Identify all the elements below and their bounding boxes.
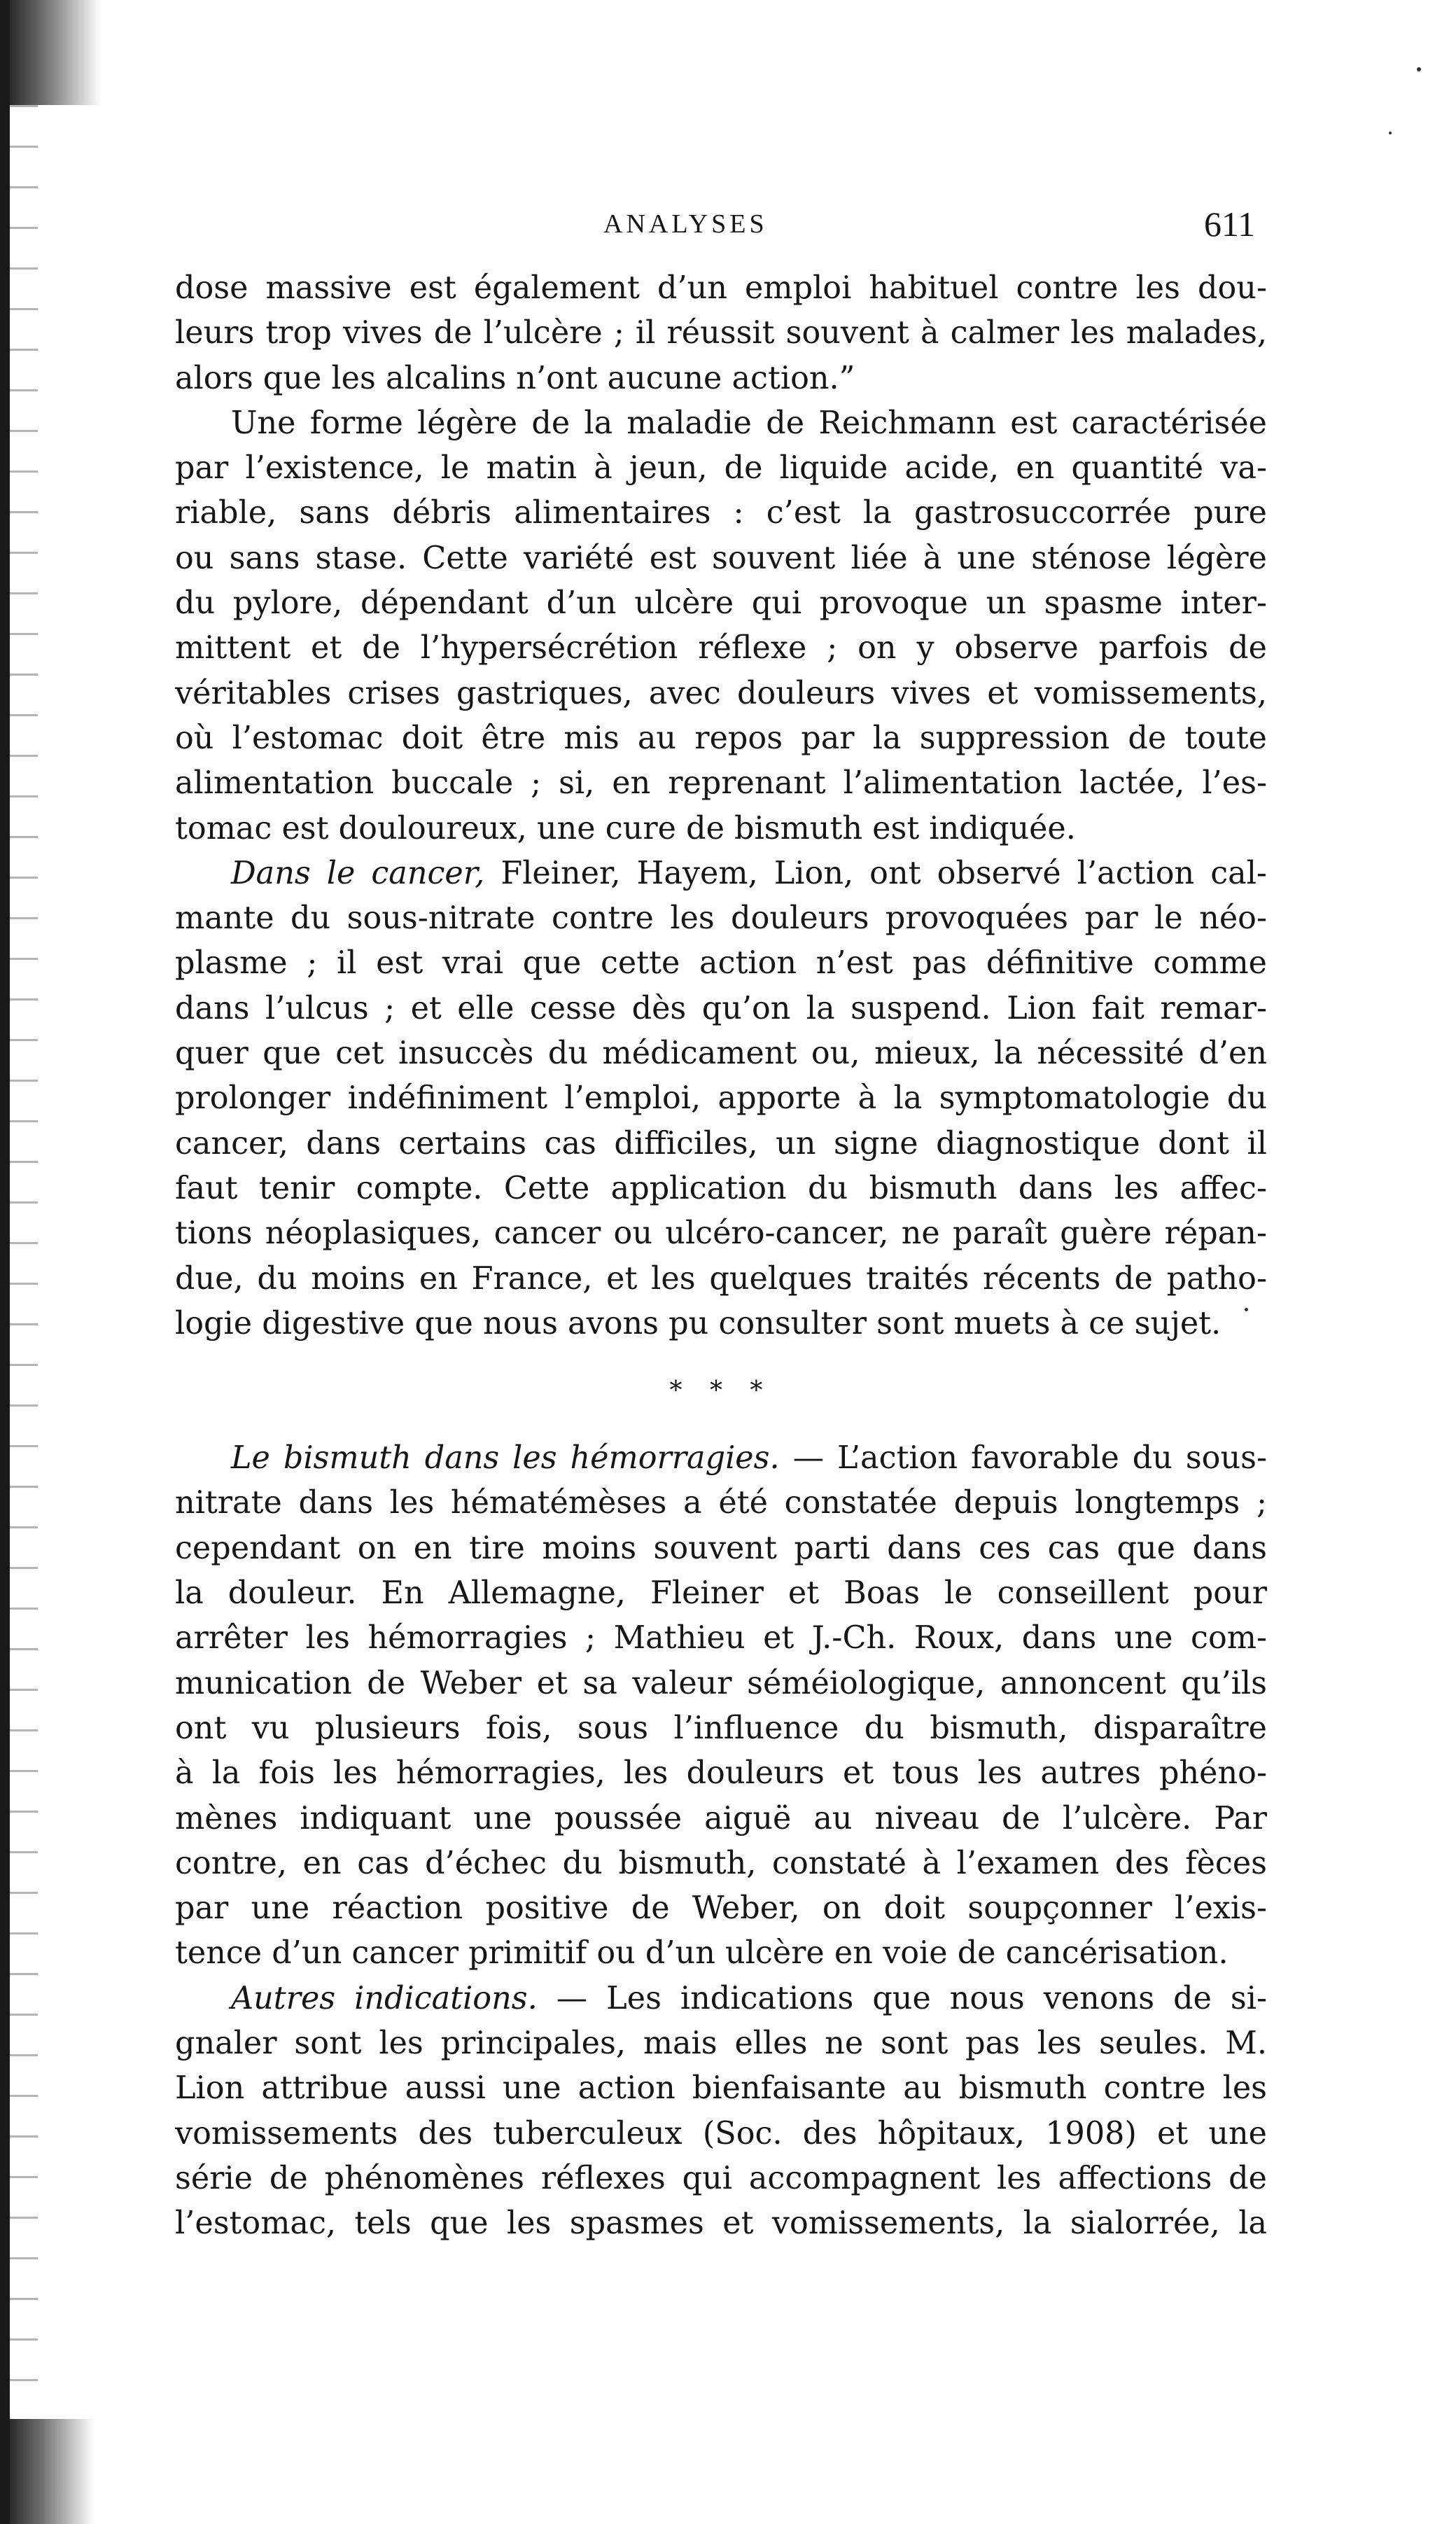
binding-speckle <box>10 105 38 2415</box>
text-line: Une forme légère de la maladie de Reichmann est caractérisée <box>231 405 1267 441</box>
text-line: l’estomac, tels que les spasmes et vomissements, la sialorrée, la <box>175 2205 1267 2242</box>
body-text <box>175 266 1267 2246</box>
running-title: ANALYSES <box>603 209 768 239</box>
text-line: Lion attribue aussi une action bienfaisante au bismuth contre les <box>175 2070 1267 2107</box>
section-separator: * * * <box>669 1376 773 1406</box>
text-line: alors que les alcalins n’ont aucune action.” <box>175 360 855 396</box>
paragraph <box>175 401 1267 851</box>
text-line <box>175 1976 1267 2021</box>
text-line: mante du sous-nitrate contre les douleurs provoquées par le néo- <box>175 900 1267 937</box>
text-line: mittent et de l’hypersécrétion réflexe ; on y observe parfois de <box>175 630 1267 667</box>
paragraph <box>175 1436 1267 1976</box>
text-line: par l’existence, le matin à jeun, de liquide acide, en quantité va- <box>175 450 1267 487</box>
text-line: logie digestive que nous avons pu consulter sont muets à ce sujet. <box>175 1305 1222 1341</box>
text-line: due, du moins en France, et les quelques traités récents de patho- <box>175 1260 1267 1297</box>
text-line: prolonger indéfiniment l’emploi, apporte à la symptomatologie du <box>175 1080 1267 1117</box>
text-line: faut tenir compte. Cette application du bismuth dans les affec- <box>175 1170 1267 1206</box>
text-line: tions néoplasiques, cancer ou ulcéro-cancer, ne paraît guère répan- <box>175 1215 1267 1252</box>
scan-speck <box>1389 132 1392 134</box>
text-line: mènes indiquant une poussée aiguë au niveau de l’ulcère. Par <box>175 1800 1267 1836</box>
paragraph <box>175 1976 1267 2247</box>
text-line: par une réaction positive de Weber, on doit soupçonner l’exis- <box>175 1890 1267 1927</box>
text-line: ont vu plusieurs fois, sous l’influence du bismuth, disparaître <box>175 1710 1267 1746</box>
text-line: leurs trop vives de l’ulcère ; il réussit souvent à calmer les malades, <box>175 315 1267 351</box>
text-line: alimentation buccale ; si, en reprenant l’alimentation lactée, l’es- <box>175 765 1267 802</box>
text-line: nitrate dans les hématémèses a été constatée depuis longtemps ; <box>175 1485 1267 1521</box>
text-line: gnaler sont les principales, mais elles ne sont pas les seules. M. <box>175 2025 1267 2061</box>
binding-shadow-bottom <box>10 2419 94 2524</box>
text-line: munication de Weber et sa valeur séméiologique, annoncent qu’ils <box>175 1665 1267 1701</box>
paragraph <box>175 851 1267 1346</box>
line-rest: Fleiner, Hayem, Lion, ont observé l’action cal- <box>500 855 1267 891</box>
text-line: riable, sans débris alimentaires : c’est la gastrosuccorrée pure <box>175 495 1267 531</box>
text-line: cependant on en tire moins souvent parti dans ces cas que dans <box>175 1530 1267 1566</box>
page-number: 611 <box>1204 204 1256 244</box>
text-line <box>175 851 1267 896</box>
text-line: vomissements des tuberculeux (Soc. des hôpitaux, 1908) et une <box>175 2115 1267 2152</box>
line-rest: — L’action favorable du sous- <box>792 1440 1267 1477</box>
text-line: dose massive est également d’un emploi habituel contre les dou- <box>175 270 1267 306</box>
text-line: plasme ; il est vrai que cette action n’est pas définitive comme <box>175 945 1267 982</box>
text-line: série de phénomènes réflexes qui accompagnent les affections de <box>175 2160 1267 2196</box>
text-line: tomac est douloureux, une cure de bismuth est indiquée. <box>175 810 1076 846</box>
italic-lead: Autres indications. <box>231 1980 538 2016</box>
text-line: contre, en cas d’échec du bismuth, constaté à l’examen des fèces <box>175 1845 1267 1881</box>
text-line: où l’estomac doit être mis au repos par la suppression de toute <box>175 720 1267 756</box>
text-line: dans l’ulcus ; et elle cesse dès qu’on la suspend. Lion fait remar- <box>175 990 1267 1026</box>
text-line: la douleur. En Allemagne, Fleiner et Boas le conseillent pour <box>175 1575 1267 1612</box>
scan-speck <box>1417 67 1421 71</box>
italic-lead: Le bismuth dans les hémorragies. <box>231 1440 780 1477</box>
text-line <box>175 1436 1267 1481</box>
text-line: ou sans stase. Cette variété est souvent liée à une sténose légère <box>175 540 1267 576</box>
text-line: tence d’un cancer primitif ou d’un ulcère en voie de cancérisation. <box>175 1935 1228 1972</box>
text-line: quer que cet insuccès du médicament ou, mieux, la nécessité d’en <box>175 1036 1267 1072</box>
text-line: véritables crises gastriques, avec douleurs vives et vomissements, <box>175 675 1267 711</box>
line-rest: — Les indications que nous venons de si- <box>556 1980 1267 2016</box>
text-line: arrêter les hémorragies ; Mathieu et J.-Ch. Roux, dans une com- <box>175 1620 1267 1657</box>
binding-edge <box>0 0 10 2524</box>
text-line: à la fois les hémorragies, les douleurs et tous les autres phéno- <box>175 1755 1267 1792</box>
text-line: du pylore, dépendant d’un ulcère qui provoque un spasme inter- <box>175 585 1267 622</box>
italic-lead: Dans le cancer, <box>231 855 485 891</box>
paragraph <box>175 266 1267 401</box>
running-head <box>0 203 1456 245</box>
text-line: cancer, dans certains cas difficiles, un signe diagnostique dont il <box>175 1125 1267 1162</box>
binding-shadow-top <box>10 0 101 105</box>
